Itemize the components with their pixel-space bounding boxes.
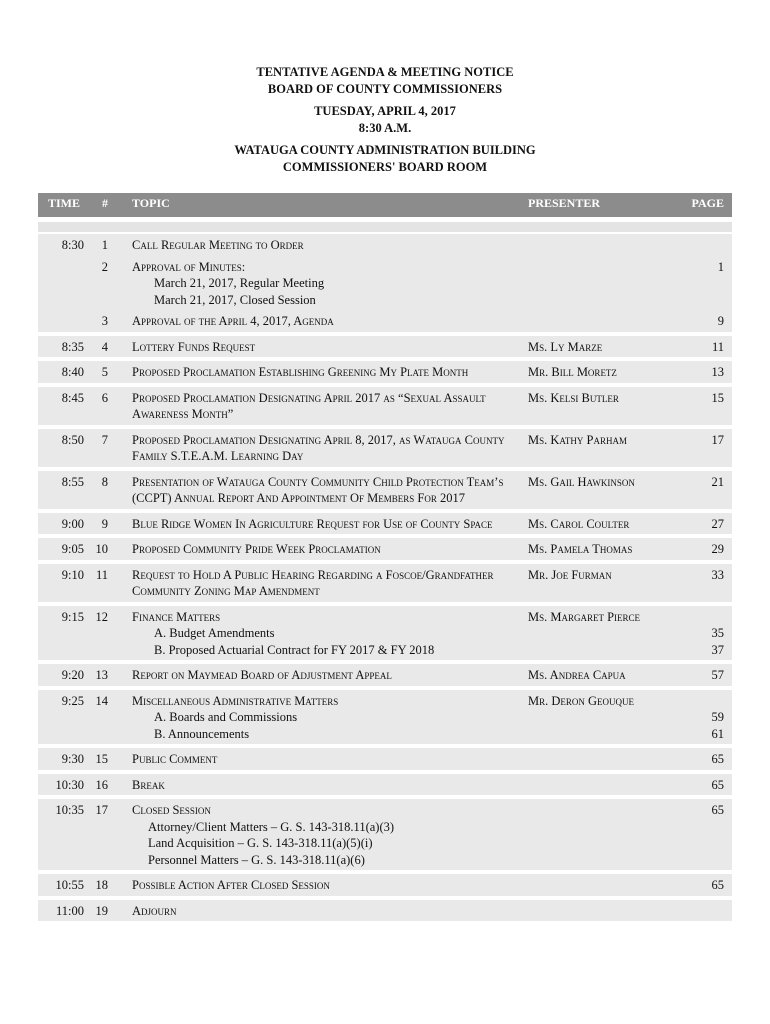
agenda-number: 2 <box>101 259 108 274</box>
agenda-presenter: Ms. Kelsi Butler <box>528 390 619 405</box>
agenda-topic-block <box>132 234 522 256</box>
agenda-number: 1 <box>101 238 108 252</box>
agenda-topic: Presentation of Watauga County Community Child Protection Team’s (CCPT) Annual Report And Appointment Of Members For 2017 <box>132 474 504 505</box>
agenda-topic: Proposed Proclamation Designating April 2017 as “Sexual Assault Awareness Month” <box>132 390 486 421</box>
agenda-row <box>38 538 732 560</box>
agenda-topic: Blue Ridge Women In Agriculture Request for Use of County Space <box>132 516 493 531</box>
agenda-page: 13 <box>711 365 724 379</box>
agenda-row <box>38 564 732 602</box>
column-time: TIME <box>48 196 81 210</box>
header-room: COMMISSIONERS' BOARD ROOM <box>282 159 488 174</box>
agenda-topic: Finance Matters <box>132 609 221 624</box>
agenda-number: 16 <box>95 777 108 792</box>
agenda-subitem: B. Announcements <box>154 726 250 741</box>
agenda-number: 17 <box>95 803 108 817</box>
agenda-page: 57 <box>711 668 724 682</box>
header-date: TUESDAY, APRIL 4, 2017 <box>314 104 456 118</box>
agenda-number: 3 <box>101 314 108 328</box>
agenda-page: 9 <box>717 314 724 328</box>
agenda-number: 4 <box>101 339 108 354</box>
agenda-subitem: March 21, 2017, Regular Meeting <box>154 276 325 290</box>
agenda-topic: Public Comment <box>132 752 218 766</box>
agenda-number: 7 <box>101 432 108 447</box>
agenda-topic-block <box>132 606 522 661</box>
agenda-time: 11:00 <box>55 903 84 918</box>
agenda-presenter: Ms. Kathy Parham <box>528 432 627 447</box>
agenda-presenter: Ms. Andrea Capua <box>528 668 626 682</box>
agenda-presenter: Ms. Ly Marze <box>528 339 603 354</box>
agenda-topic-block <box>132 429 522 467</box>
agenda-topic-block <box>132 513 522 535</box>
agenda-page: 29 <box>711 542 724 556</box>
agenda-subitem-page: 35 <box>711 626 724 640</box>
agenda-time: 9:05 <box>61 542 84 556</box>
agenda-number: 14 <box>95 693 108 708</box>
column-topic: TOPIC <box>132 196 170 210</box>
header-separator <box>38 222 732 232</box>
agenda-topic-block <box>132 900 522 922</box>
agenda-time: 8:45 <box>61 390 84 405</box>
agenda-row <box>38 387 732 425</box>
agenda-row <box>38 874 732 896</box>
agenda-number: 5 <box>101 365 108 379</box>
agenda-time: 10:35 <box>55 803 84 817</box>
agenda-presenter: Mr. Joe Furman <box>528 567 612 582</box>
agenda-topic-block <box>132 664 522 686</box>
agenda-presenter: Ms. Gail Hawkinson <box>528 474 635 489</box>
agenda-time: 8:30 <box>61 238 84 252</box>
agenda-topic: Possible Action After Closed Session <box>132 878 330 892</box>
agenda-presenter: Mr. Deron Geouque <box>528 693 635 708</box>
agenda-topic: Miscellaneous Administrative Matters <box>132 693 339 708</box>
agenda-topic: Closed Session <box>132 803 211 817</box>
agenda-number: 11 <box>95 567 108 582</box>
agenda-topic-block <box>132 564 522 602</box>
header-title: TENTATIVE AGENDA & MEETING NOTICE <box>256 65 514 79</box>
agenda-number: 12 <box>95 609 108 624</box>
agenda-topic: Report on Maymead Board of Adjustment Appeal <box>132 668 392 682</box>
agenda-topic: Break <box>132 777 165 792</box>
agenda-row <box>38 361 732 383</box>
agenda-page: 65 <box>711 777 724 792</box>
agenda-page: 65 <box>711 803 724 817</box>
agenda-time: 9:10 <box>61 567 84 582</box>
agenda-number: 18 <box>95 878 108 892</box>
agenda-row <box>38 774 732 796</box>
column-header-bar <box>38 193 732 217</box>
agenda-row <box>38 900 732 922</box>
agenda-row <box>38 336 732 358</box>
agenda-topic: Proposed Proclamation Establishing Greening My Plate Month <box>132 365 469 379</box>
agenda-row <box>38 310 732 332</box>
agenda-time: 8:35 <box>61 339 84 354</box>
agenda-time: 10:55 <box>55 878 84 892</box>
agenda-subitem-page: 61 <box>711 726 724 741</box>
agenda-time: 8:40 <box>61 365 84 379</box>
agenda-topic-block <box>132 310 522 332</box>
agenda-topic: Request to Hold A Public Hearing Regarding a Foscoe/Grandfather Community Zoning Map Amendment <box>132 567 494 598</box>
agenda-row <box>38 256 732 311</box>
agenda-subitem: Attorney/Client Matters – G. S. 143-318.11(a)(3) <box>148 819 395 834</box>
agenda-number: 8 <box>101 474 108 489</box>
agenda-topic-block <box>132 361 522 383</box>
agenda-number: 9 <box>101 516 108 531</box>
agenda-topic-block <box>132 336 522 358</box>
agenda-subitem: Personnel Matters – G. S. 143-318.11(a)(6) <box>148 852 365 867</box>
agenda-row <box>38 513 732 535</box>
agenda-row <box>38 664 732 686</box>
agenda-row <box>38 429 732 467</box>
agenda-page: 21 <box>711 474 724 489</box>
agenda-subitem-page: 59 <box>711 710 724 724</box>
agenda-row <box>38 690 732 745</box>
header-location: WATAUGA COUNTY ADMINISTRATION BUILDING <box>234 143 536 157</box>
agenda-row <box>38 606 732 661</box>
agenda-topic-block <box>132 748 522 770</box>
agenda-page: 65 <box>711 878 724 892</box>
agenda-time: 9:15 <box>61 609 84 624</box>
column-number: # <box>102 196 108 210</box>
agenda-row <box>38 799 732 870</box>
agenda-topic-block <box>132 256 522 311</box>
agenda-topic-block <box>132 471 522 509</box>
agenda-topic: Call Regular Meeting to Order <box>132 238 304 252</box>
agenda-page: 15 <box>711 390 724 405</box>
agenda-time: 8:55 <box>61 474 84 489</box>
document-header <box>0 64 770 175</box>
agenda-subitem: Land Acquisition – G. S. 143-318.11(a)(5)(i) <box>148 836 373 850</box>
agenda-page: 27 <box>711 516 724 531</box>
agenda-number: 19 <box>95 903 108 918</box>
agenda-page: 1 <box>717 259 724 274</box>
agenda-subitem: B. Proposed Actuarial Contract for FY 2017 & FY 2018 <box>154 642 435 657</box>
agenda-topic: Lottery Funds Request <box>132 339 256 354</box>
agenda-presenter: Ms. Pamela Thomas <box>528 542 633 556</box>
agenda-presenter: Mr. Bill Moretz <box>528 365 617 379</box>
column-page: PAGE <box>691 196 724 210</box>
agenda-topic-block <box>132 874 522 896</box>
agenda-number: 10 <box>95 542 108 556</box>
agenda-topic: Proposed Community Pride Week Proclamation <box>132 542 381 556</box>
agenda-time: 9:30 <box>61 752 84 766</box>
agenda-topic-block <box>132 690 522 745</box>
agenda-time: 9:20 <box>61 668 84 682</box>
agenda-page: 17 <box>711 432 724 447</box>
agenda-presenter: Ms. Carol Coulter <box>528 516 630 531</box>
agenda-topic: Adjourn <box>132 903 177 918</box>
agenda-number: 15 <box>95 752 108 766</box>
agenda-topic-block <box>132 799 522 870</box>
agenda-topic-block <box>132 387 522 425</box>
agenda-row <box>38 471 732 509</box>
agenda-page: 65 <box>711 752 724 766</box>
agenda-topic: Approval of the April 4, 2017, Agenda <box>132 314 334 328</box>
agenda-time: 8:50 <box>61 432 84 447</box>
agenda-topic-block <box>132 774 522 796</box>
agenda-number: 6 <box>101 390 108 405</box>
agenda-time: 9:25 <box>61 693 84 708</box>
agenda-time: 10:30 <box>55 777 84 792</box>
agenda-topic: Proposed Proclamation Designating April 8, 2017, as Watauga County Family S.T.E.A.M. Learning Day <box>132 432 505 463</box>
agenda-row <box>38 234 732 256</box>
header-board: BOARD OF COUNTY COMMISSIONERS <box>267 81 503 96</box>
agenda-table <box>38 234 732 925</box>
agenda-page: 33 <box>711 567 724 582</box>
agenda-page: 11 <box>711 339 724 354</box>
agenda-subitem-page: 37 <box>711 642 724 657</box>
agenda-subitem: March 21, 2017, Closed Session <box>154 292 316 307</box>
agenda-number: 13 <box>95 668 108 682</box>
agenda-row <box>38 748 732 770</box>
agenda-subitem: A. Boards and Commissions <box>154 710 298 724</box>
agenda-time: 9:00 <box>61 516 84 531</box>
column-presenter: PRESENTER <box>528 196 601 210</box>
agenda-subitem: A. Budget Amendments <box>154 626 275 640</box>
agenda-topic-block <box>132 538 522 560</box>
header-time: 8:30 A.M. <box>358 120 412 135</box>
agenda-topic: Approval of Minutes: <box>132 259 246 274</box>
agenda-presenter: Ms. Margaret Pierce <box>528 609 641 624</box>
